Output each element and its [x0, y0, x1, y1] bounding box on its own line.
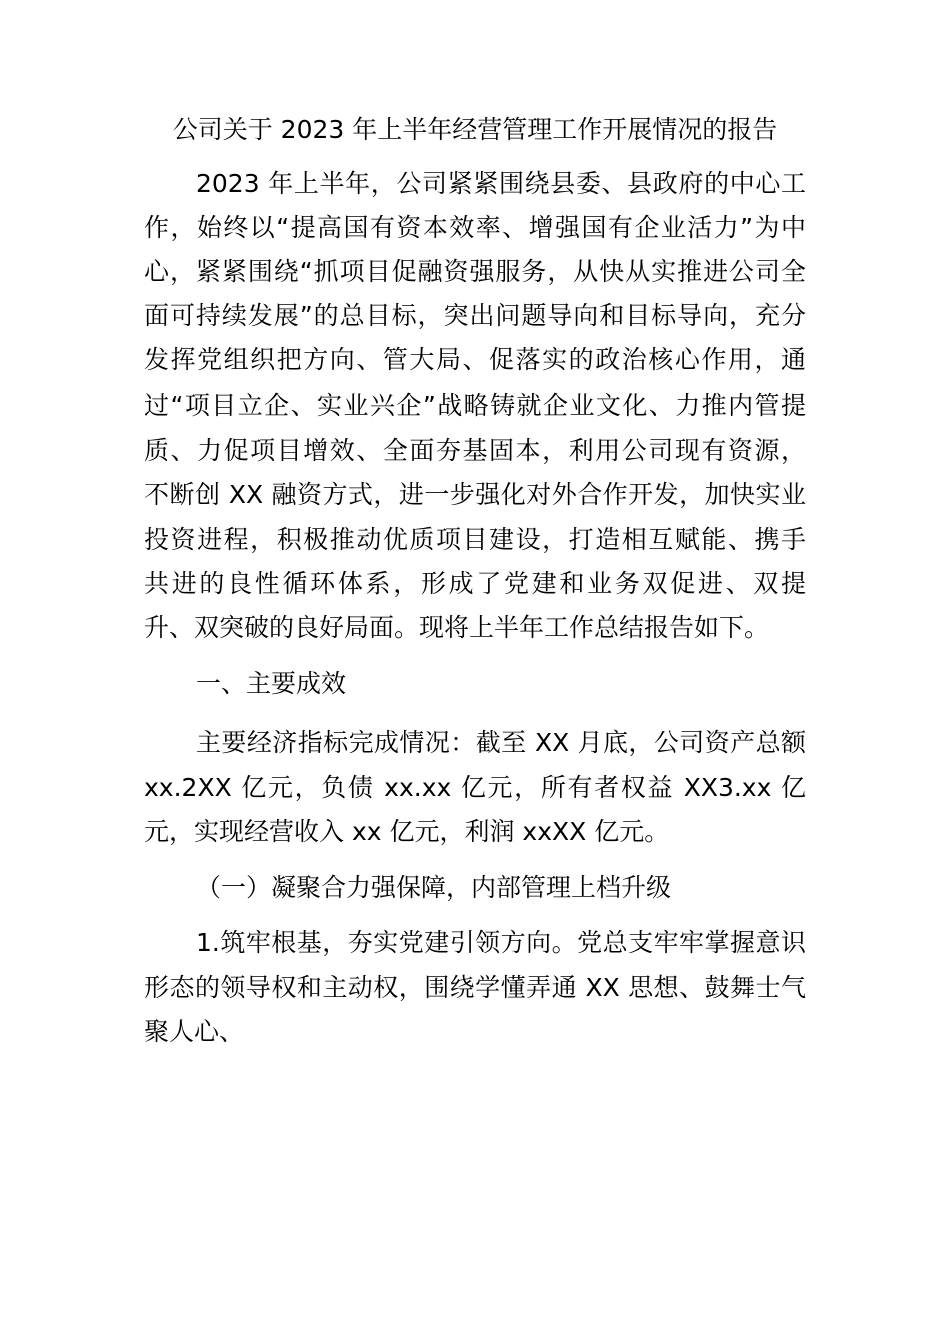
- item-line: 1.筑牢根基，夯实党建引领方向。党总支牢牢掌握意识: [196, 928, 806, 957]
- document-title: 公司关于 2023 年上半年经营管理工作开展情况的报告: [172, 115, 778, 144]
- intro-line: 不断创 XX 融资方式，进一步强化对外合作开发，加快实业: [144, 480, 806, 509]
- intro-line: 过“项目立企、实业兴企”战略铸就企业文化、力推内管提: [144, 391, 806, 420]
- subsection-heading: （一）凝聚合力强保障，内部管理上档升级: [196, 873, 672, 902]
- item-line: 聚人心、: [144, 1017, 245, 1046]
- intro-line: 面可持续发展”的总目标，突出问题导向和目标导向，充分: [144, 301, 806, 330]
- intro-line: 作，始终以“提高国有资本效率、增强国有企业活力”为中: [144, 213, 806, 242]
- indicators-line: 元，实现经营收入 xx 亿元，利润 xxXX 亿元。: [144, 817, 670, 846]
- intro-line: 发挥党组织把方向、管大局、促落实的政治核心作用，通: [144, 345, 806, 374]
- intro-line: 投资进程，积极推动优质项目建设，打造相互赋能、携手: [144, 525, 806, 554]
- section-heading: 一、主要成效: [196, 669, 347, 698]
- intro-line: 升、双突破的良好局面。现将上半年工作总结报告如下。: [144, 613, 770, 642]
- intro-line: 质、力促项目增效、全面夯基固本，利用公司现有资源，: [144, 436, 806, 465]
- indicators-line: xx.2XX 亿元，负债 xx.xx 亿元，所有者权益 XX3.xx 亿: [144, 773, 806, 802]
- intro-line: 心，紧紧围绕“抓项目促融资强服务，从快从实推进公司全: [144, 257, 806, 286]
- intro-line: 2023 年上半年，公司紧紧围绕县委、县政府的中心工: [196, 169, 806, 198]
- indicators-line: 主要经济指标完成情况：截至 XX 月底，公司资产总额: [196, 728, 806, 757]
- item-line: 形态的领导权和主动权，围绕学懂弄通 XX 思想、鼓舞士气: [144, 973, 806, 1002]
- intro-line: 共进的良性循环体系，形成了党建和业务双促进、双提: [144, 569, 806, 598]
